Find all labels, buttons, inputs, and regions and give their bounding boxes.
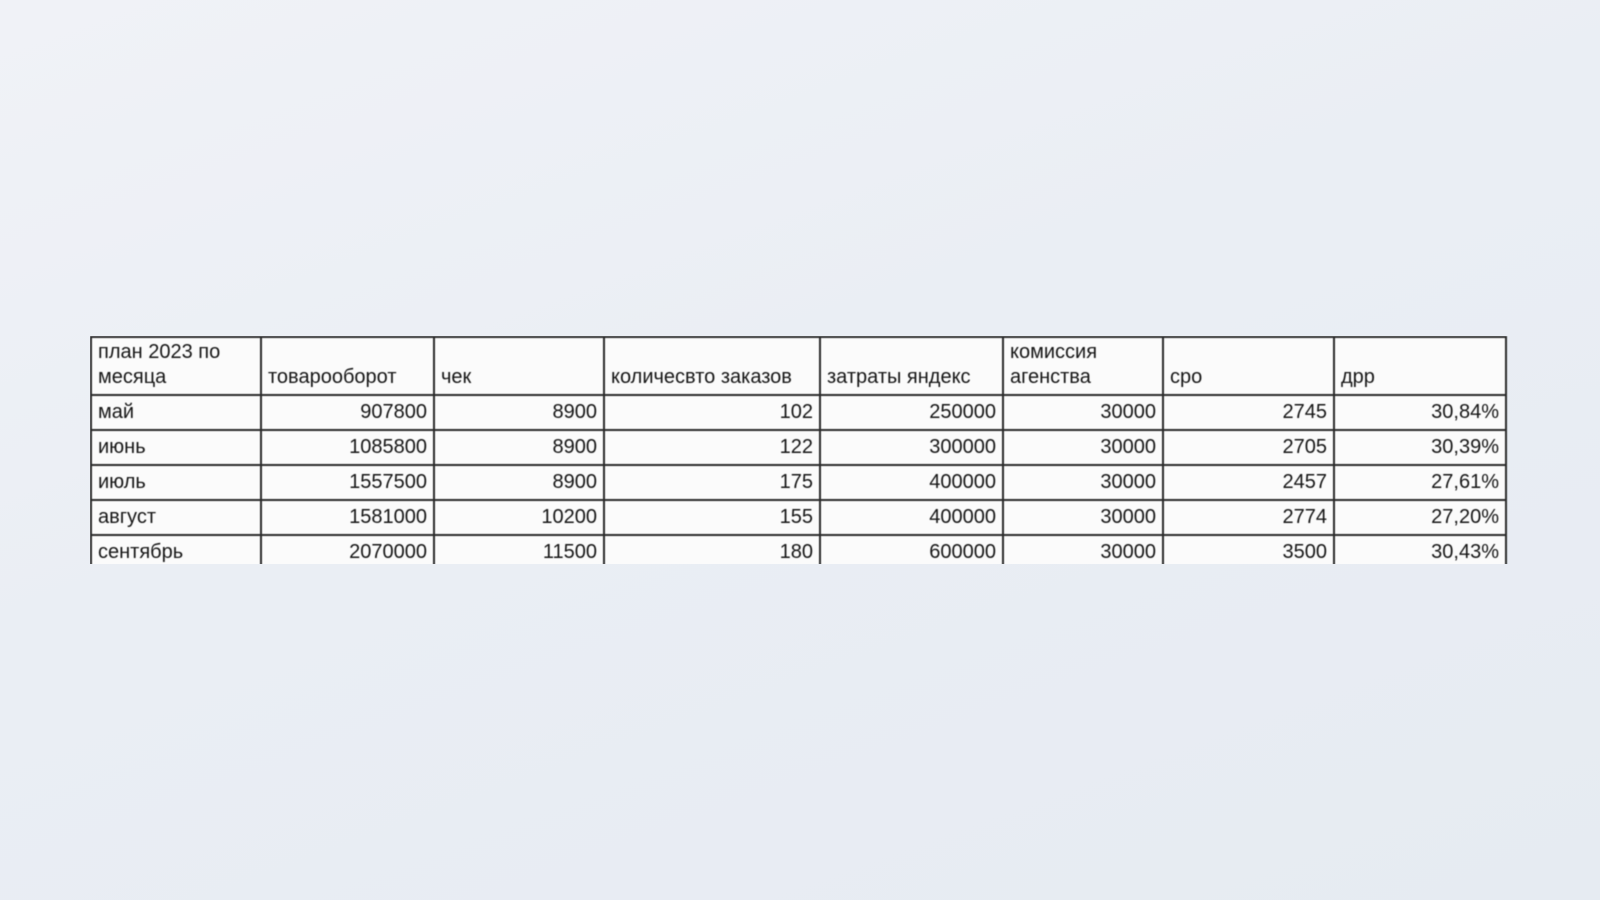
cell-orders-count: 180 — [604, 535, 820, 564]
cell-agency-commission: 30000 — [1003, 395, 1163, 430]
row-may — [91, 395, 1506, 430]
col-header-check: чек — [434, 337, 604, 395]
cell-check: 8900 — [434, 465, 604, 500]
cell-turnover: 1581000 — [261, 500, 434, 535]
cell-cpo: 2774 — [1163, 500, 1334, 535]
cell-agency-commission: 30000 — [1003, 430, 1163, 465]
cell-agency-commission: 30000 — [1003, 500, 1163, 535]
cell-cpo: 2705 — [1163, 430, 1334, 465]
cell-turnover: 2070000 — [261, 535, 434, 564]
cell-turnover: 907800 — [261, 395, 434, 430]
cell-cpo: 2745 — [1163, 395, 1334, 430]
header-row — [91, 337, 1506, 395]
cell-cpo: 2457 — [1163, 465, 1334, 500]
cell-agency-commission: 30000 — [1003, 535, 1163, 564]
cell-yandex-costs: 300000 — [820, 430, 1003, 465]
cell-orders-count: 102 — [604, 395, 820, 430]
cell-orders-count: 122 — [604, 430, 820, 465]
plan-table-container — [90, 336, 1509, 564]
row-september — [91, 535, 1506, 564]
cell-drr: 27,20% — [1334, 500, 1506, 535]
cell-agency-commission: 30000 — [1003, 465, 1163, 500]
col-header-orders-count: количесвто заказов — [604, 337, 820, 395]
cell-check: 8900 — [434, 430, 604, 465]
cell-yandex-costs: 600000 — [820, 535, 1003, 564]
row-june — [91, 430, 1506, 465]
cell-yandex-costs: 400000 — [820, 465, 1003, 500]
cell-drr: 30,84% — [1334, 395, 1506, 430]
cell-drr: 30,43% — [1334, 535, 1506, 564]
row-july — [91, 465, 1506, 500]
cell-turnover: 1557500 — [261, 465, 434, 500]
col-header-turnover: товарооборот — [261, 337, 434, 395]
cell-month: май — [91, 395, 261, 430]
cell-orders-count: 175 — [604, 465, 820, 500]
cell-month: июнь — [91, 430, 261, 465]
cell-check: 8900 — [434, 395, 604, 430]
cell-yandex-costs: 250000 — [820, 395, 1003, 430]
row-august — [91, 500, 1506, 535]
cell-drr: 27,61% — [1334, 465, 1506, 500]
cell-month: сентябрь — [91, 535, 261, 564]
col-header-agency-commission: комиссия агенства — [1003, 337, 1163, 395]
col-header-yandex-costs: затраты яндекс — [820, 337, 1003, 395]
cell-turnover: 1085800 — [261, 430, 434, 465]
cell-month: июль — [91, 465, 261, 500]
cell-check: 10200 — [434, 500, 604, 535]
col-header-drr: дрр — [1334, 337, 1506, 395]
col-header-cpo: сро — [1163, 337, 1334, 395]
cell-check: 11500 — [434, 535, 604, 564]
cell-drr: 30,39% — [1334, 430, 1506, 465]
col-header-month: план 2023 по месяца — [91, 337, 261, 395]
cell-yandex-costs: 400000 — [820, 500, 1003, 535]
plan-2023-table — [90, 336, 1507, 564]
cell-cpo: 3500 — [1163, 535, 1334, 564]
cell-orders-count: 155 — [604, 500, 820, 535]
cell-month: август — [91, 500, 261, 535]
